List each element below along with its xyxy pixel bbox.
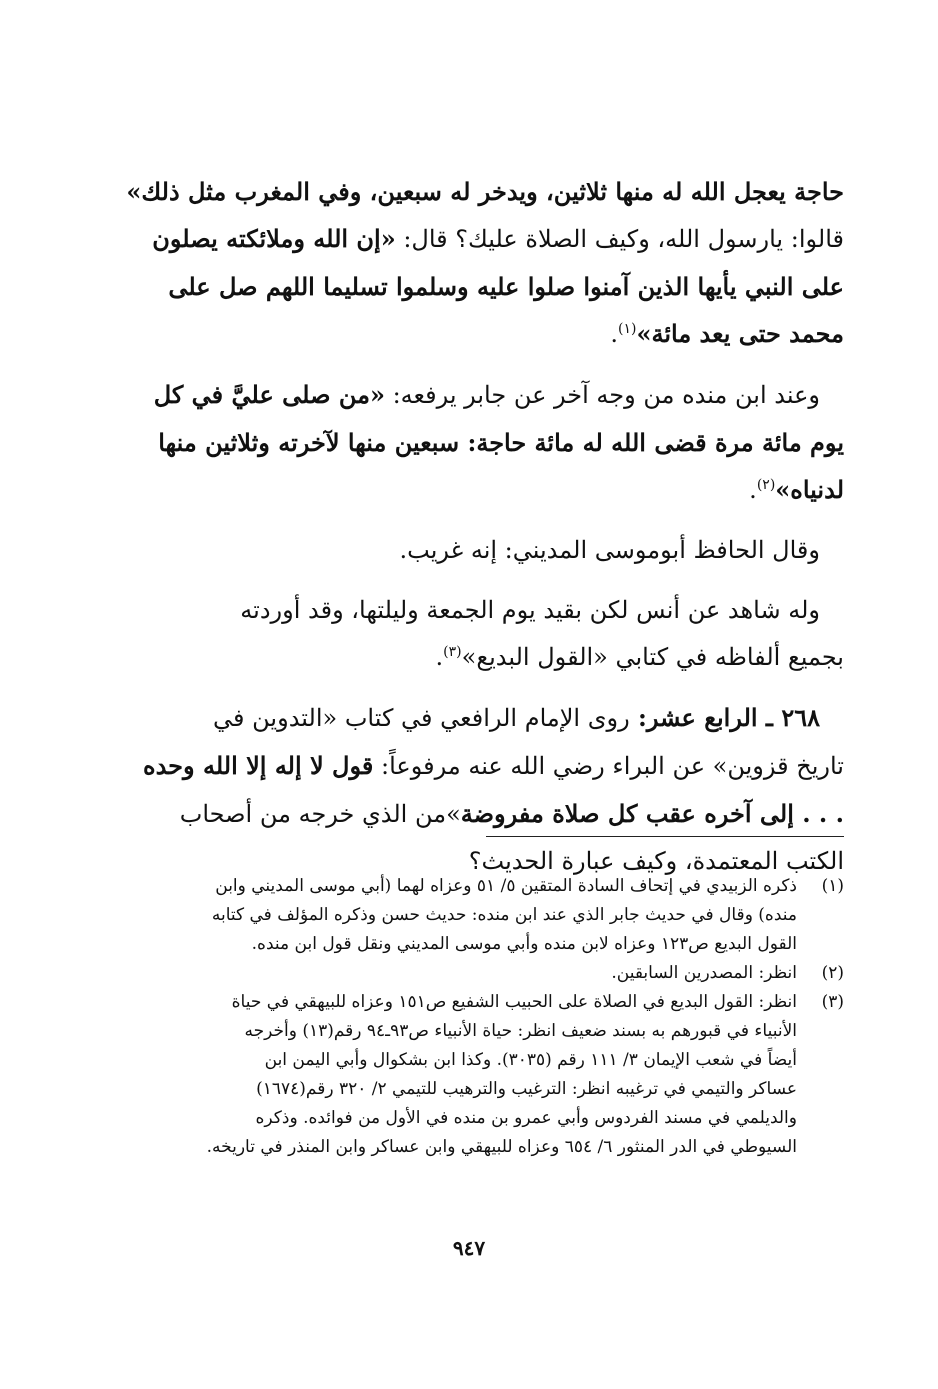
paragraph-5 [117, 694, 844, 885]
footnote-number: (١) [821, 876, 844, 896]
text-line [117, 694, 844, 742]
footnote-line: القول البديع ص١٢٣ وعزاه لابن منده وأبي موسى المديني ونقل قول ابن منده. [251, 934, 797, 954]
text-run: . [435, 643, 444, 671]
footnote [117, 988, 844, 1162]
text-line: يوم مائة مرة قضى الله له مائة حاجة: سبعين منها لآخرته وثلاثين منها [158, 428, 844, 457]
footnote-number: (٣) [821, 992, 844, 1012]
paragraph-3 [117, 527, 844, 574]
text-line [117, 527, 844, 574]
text-line [117, 310, 844, 358]
text-run: »من الذي خرجه من أصحاب [179, 800, 461, 828]
footnote-ref: (٢) [756, 477, 776, 493]
entry-number: ٢٦٨ ـ [757, 703, 820, 732]
text-run: وقال الحافظ أبوموسى المديني: إنه غريب. [399, 536, 820, 564]
text-run: تاريخ قزوين» عن البراء رضي الله عنه مرفوعاً: [373, 752, 844, 780]
paragraph-4 [117, 587, 844, 681]
hadith-text: لدنياه» [775, 475, 844, 504]
footnote [117, 959, 844, 988]
hadith-text: إلى آخره عقب كل صلاة مفروضة [460, 799, 794, 828]
hadith-text: محمد حتى يعد مائة» [636, 319, 844, 348]
text-run: روى الإمام الرافعي في كتاب «التدوين في [213, 704, 630, 732]
text-run: وعند ابن منده من وجه آخر عن جابر يرفعه: [384, 381, 820, 409]
text-line [117, 634, 844, 681]
hadith-text: «إن الله وملائكته يصلون [152, 224, 396, 253]
footnote-divider [486, 836, 844, 837]
footnote-line: والديلمي في مسند الفردوس وأبي عمرو بن منده في الأول من فوائده. وذكره [255, 1108, 797, 1128]
footnote-line: انظر: القول البديع في الصلاة على الحبيب الشفيع ص١٥١ وعزاه للبيهقي في حياة [231, 992, 797, 1012]
text-run: بجميع ألفاظه في كتابي «القول البديع» [461, 643, 844, 671]
text-line [117, 742, 844, 790]
text-line [117, 215, 844, 263]
text-line [117, 371, 844, 419]
footnote-line: انظر: المصدرين السابقين. [611, 963, 797, 983]
main-text [117, 168, 844, 885]
footnote-text [117, 988, 797, 1162]
hadith-text: قول لا إله إلا الله وحده [143, 751, 374, 780]
text-line [117, 790, 844, 838]
footnotes [117, 872, 844, 1162]
text-run: قالوا: يارسول الله، وكيف الصلاة عليك؟ قال: [395, 225, 844, 253]
hadith-text: «من صلى عليَّ في كل [153, 380, 385, 409]
footnote-line: الأنبياء في قبورهم به بسند ضعيف انظر: حياة الأنبياء ص٩٣ـ٩٤ رقم(١٣) وأخرجه [244, 1021, 797, 1041]
entry-heading: الرابع عشر: [629, 703, 758, 732]
footnote-line: السيوطي في الدر المنثور ٦/ ٦٥٤ وعزاه للبيهقي وابن عساكر وابن المنذر في تاريخه. [206, 1137, 797, 1157]
text-run: . [610, 320, 618, 348]
footnote-number: (٢) [821, 963, 844, 983]
text-line: الكتب المعتمدة، وكيف عبارة الحديث؟ [468, 847, 844, 875]
text-line [117, 466, 844, 514]
text-run: وله شاهد عن أنس لكن بقيد يوم الجمعة وليلتها، وقد أوردته [240, 596, 820, 624]
footnote-line: أيضاً في شعب الإيمان ٣/ ١١١ رقم (٣٠٣٥). وكذا ابن بشكوال وأبي اليمن ابن [264, 1050, 797, 1070]
footnote-line: عساكر والتيمي في ترغيبه انظر: الترغيب والترهيب للتيمي ٢/ ٣٢٠ رقم(١٦٧٤) [256, 1079, 797, 1099]
footnote-ref: (٣) [443, 644, 462, 660]
footnote-text [117, 959, 797, 988]
footnote-text [117, 872, 797, 959]
text-run: . [749, 476, 757, 504]
footnote-line: منده) وقال في حديث جابر الذي عند ابن منده: حديث حسن وذكره المؤلف في كتابه [211, 905, 797, 925]
text-line [117, 587, 844, 634]
footnote [117, 872, 844, 959]
paragraph-1 [117, 168, 844, 358]
page-number: ٩٤٧ [452, 1236, 486, 1260]
text-line: حاجة يعجل الله له منها ثلاثين، ويدخر له سبعين، وفي المغرب مثل ذلك» [126, 177, 844, 206]
footnote-line: ذكره الزبيدي في إتحاف السادة المتقين ٥/ ٥١ وعزاه لهما (أبي موسى المديني وابن [215, 876, 797, 896]
text-line: على النبي يأيها الذين آمنوا صلوا عليه وسلموا تسليما اللهم صل على [168, 272, 844, 301]
paragraph-2 [117, 371, 844, 514]
footnote-ref: (١) [617, 321, 637, 337]
hadith-text: . . . [793, 799, 844, 828]
